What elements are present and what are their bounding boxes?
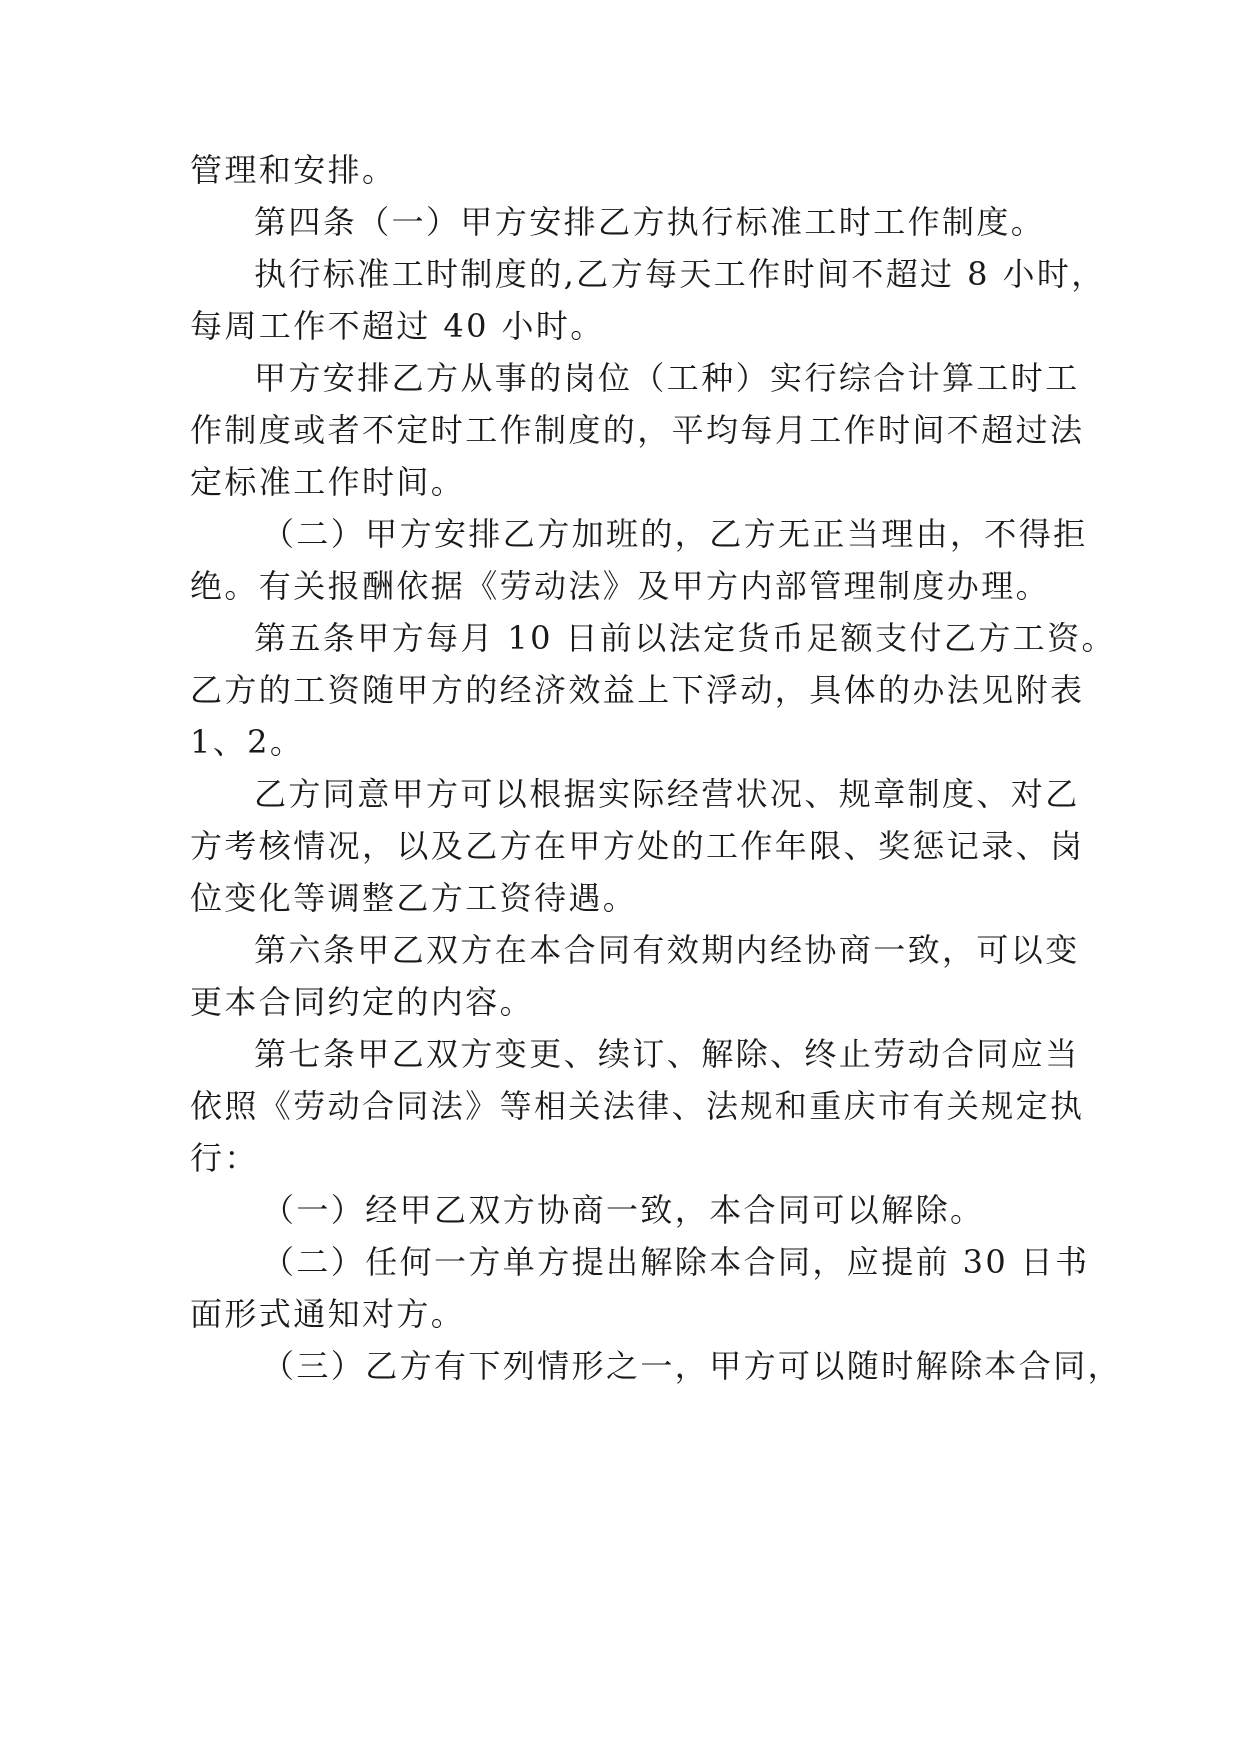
text-line-23: 面形式通知对方。 (190, 1295, 466, 1333)
text-line-5: 甲方安排乙方从事的岗位（工种）实行综合计算工时工 (254, 359, 1080, 397)
text-line-8: （二）甲方安排乙方加班的，乙方无正当理由，不得拒 (262, 515, 1088, 553)
text-line-4: 每周工作不超过 40 小时。 (190, 307, 605, 345)
text-line-3: 执行标准工时制度的,乙方每天工作时间不超过 8 小时， (254, 255, 1106, 293)
text-line-15: 位变化等调整乙方工资待遇。 (190, 879, 638, 917)
text-line-11: 乙方的工资随甲方的经济效益上下浮动，具体的办法见附表 (190, 671, 1085, 709)
text-line-19: 依照《劳动合同法》等相关法律、法规和重庆市有关规定执 (190, 1087, 1085, 1125)
text-line-24: （三）乙方有下列情形之一，甲方可以随时解除本合同， (262, 1347, 1123, 1385)
text-line-7: 定标准工作时间。 (190, 463, 466, 501)
text-line-10: 第五条甲方每月 10 日前以法定货币足额支付乙方工资。 (254, 619, 1116, 657)
text-line-14: 方考核情况，以及乙方在甲方处的工作年限、奖惩记录、岗 (190, 827, 1085, 865)
text-line-13: 乙方同意甲方可以根据实际经营状况、规章制度、对乙 (254, 775, 1080, 813)
text-line-18: 第七条甲乙双方变更、续订、解除、终止劳动合同应当 (254, 1035, 1080, 1073)
text-line-12: 1、2。 (190, 723, 305, 761)
text-line-21: （一）经甲乙双方协商一致，本合同可以解除。 (262, 1191, 985, 1229)
text-line-1: 管理和安排。 (190, 151, 397, 189)
text-line-20: 行： (190, 1139, 259, 1177)
text-line-17: 更本合同约定的内容。 (190, 983, 535, 1021)
text-line-6: 作制度或者不定时工作制度的，平均每月工作时间不超过法 (190, 411, 1085, 449)
text-line-22: （二）任何一方单方提出解除本合同，应提前 30 日书 (262, 1243, 1090, 1281)
text-line-16: 第六条甲乙双方在本合同有效期内经协商一致，可以变 (254, 931, 1080, 969)
text-line-9: 绝。有关报酬依据《劳动法》及甲方内部管理制度办理。 (190, 567, 1051, 605)
text-line-2: 第四条（一）甲方安排乙方执行标准工时工作制度。 (254, 203, 1046, 241)
